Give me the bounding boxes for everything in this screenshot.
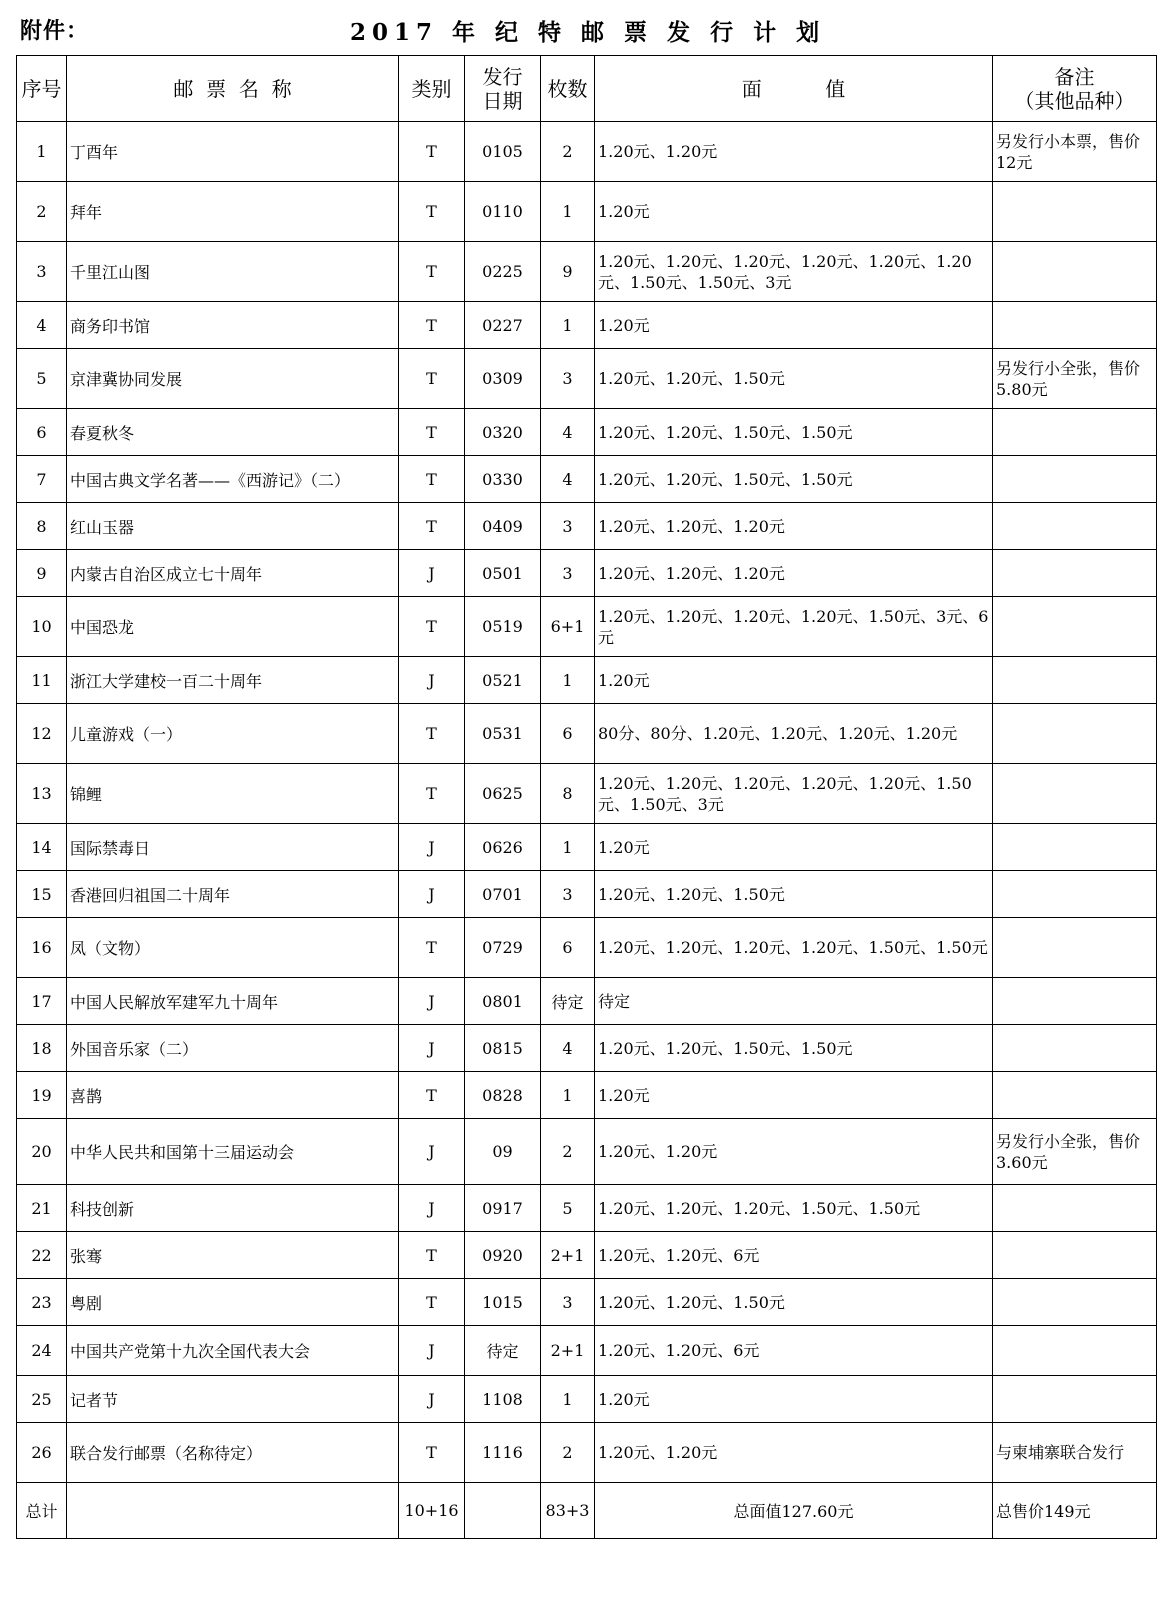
row-date: 0519	[465, 597, 541, 657]
row-date: 0225	[465, 242, 541, 302]
row-note	[993, 918, 1157, 978]
row-note	[993, 1279, 1157, 1326]
col-category-header: 类别	[399, 56, 465, 122]
total-note: 总售价149元	[993, 1483, 1157, 1539]
row-name: 红山玉器	[67, 503, 399, 550]
total-category: 10+16	[399, 1483, 465, 1539]
table-row	[17, 182, 1157, 242]
row-note	[993, 456, 1157, 503]
row-date: 1015	[465, 1279, 541, 1326]
row-name: 内蒙古自治区成立七十周年	[67, 550, 399, 597]
row-date: 0701	[465, 871, 541, 918]
row-note	[993, 824, 1157, 871]
row-seq: 17	[17, 978, 67, 1025]
row-face-value: 1.20元	[595, 824, 993, 871]
row-date: 0105	[465, 122, 541, 182]
row-date: 1116	[465, 1423, 541, 1483]
row-name: 外国音乐家（二）	[67, 1025, 399, 1072]
row-seq: 11	[17, 657, 67, 704]
row-category: J	[399, 1326, 465, 1376]
row-note	[993, 597, 1157, 657]
row-category: T	[399, 182, 465, 242]
row-name: 中国恐龙	[67, 597, 399, 657]
col-note-line1: 备注	[1054, 64, 1095, 89]
row-count: 9	[541, 242, 595, 302]
row-date: 0320	[465, 409, 541, 456]
row-name: 记者节	[67, 1376, 399, 1423]
table-row	[17, 918, 1157, 978]
row-category: T	[399, 1232, 465, 1279]
table-row	[17, 242, 1157, 302]
row-seq: 16	[17, 918, 67, 978]
col-count-header: 枚数	[541, 56, 595, 122]
row-category: T	[399, 764, 465, 824]
row-name: 中国古典文学名著——《西游记》（二）	[67, 456, 399, 503]
row-seq: 6	[17, 409, 67, 456]
row-count: 6	[541, 704, 595, 764]
row-face-value: 1.20元	[595, 182, 993, 242]
row-count: 1	[541, 1072, 595, 1119]
total-label: 总计	[17, 1483, 67, 1539]
row-count: 1	[541, 657, 595, 704]
table-row	[17, 824, 1157, 871]
row-face-value: 1.20元、1.20元、1.20元	[595, 550, 993, 597]
row-category: T	[399, 1279, 465, 1326]
row-category: T	[399, 242, 465, 302]
row-category: T	[399, 704, 465, 764]
table-row	[17, 1423, 1157, 1483]
row-category: T	[399, 597, 465, 657]
row-category: J	[399, 1185, 465, 1232]
row-seq: 14	[17, 824, 67, 871]
row-name: 粤剧	[67, 1279, 399, 1326]
row-category: J	[399, 1025, 465, 1072]
table-row	[17, 503, 1157, 550]
row-face-value: 80分、80分、1.20元、1.20元、1.20元、1.20元	[595, 704, 993, 764]
row-count: 2	[541, 1423, 595, 1483]
row-count: 3	[541, 503, 595, 550]
stamp-issue-table	[16, 55, 1157, 1539]
row-name: 中国人民解放军建军九十周年	[67, 978, 399, 1025]
row-date: 0227	[465, 302, 541, 349]
row-date: 0729	[465, 918, 541, 978]
row-note: 另发行小全张，售价3.60元	[993, 1119, 1157, 1185]
row-face-value: 1.20元、1.20元、1.20元、1.20元、1.20元、1.20元、1.50元、1.50元、3元	[595, 242, 993, 302]
total-date-empty	[465, 1483, 541, 1539]
row-seq: 7	[17, 456, 67, 503]
row-date: 0409	[465, 503, 541, 550]
row-note	[993, 1376, 1157, 1423]
row-category: T	[399, 456, 465, 503]
row-note	[993, 1185, 1157, 1232]
row-name: 喜鹊	[67, 1072, 399, 1119]
table-row	[17, 1376, 1157, 1423]
row-face-value: 1.20元、1.20元、1.50元	[595, 1279, 993, 1326]
row-seq: 1	[17, 122, 67, 182]
row-face-value: 1.20元、1.20元、1.20元	[595, 503, 993, 550]
table-row	[17, 1072, 1157, 1119]
row-date: 待定	[465, 1326, 541, 1376]
row-count: 2	[541, 1119, 595, 1185]
row-face-value: 1.20元、1.20元、1.50元、1.50元	[595, 456, 993, 503]
table-row	[17, 597, 1157, 657]
row-seq: 8	[17, 503, 67, 550]
row-count: 1	[541, 182, 595, 242]
table-row	[17, 1119, 1157, 1185]
row-note: 另发行小本票，售价12元	[993, 122, 1157, 182]
row-date: 0330	[465, 456, 541, 503]
row-note	[993, 1025, 1157, 1072]
row-name: 张骞	[67, 1232, 399, 1279]
row-note	[993, 657, 1157, 704]
row-seq: 15	[17, 871, 67, 918]
row-seq: 26	[17, 1423, 67, 1483]
table-row	[17, 550, 1157, 597]
row-note	[993, 1326, 1157, 1376]
row-note	[993, 1072, 1157, 1119]
row-seq: 5	[17, 349, 67, 409]
row-name: 商务印书馆	[67, 302, 399, 349]
row-seq: 9	[17, 550, 67, 597]
row-face-value: 1.20元、1.20元、1.20元、1.20元、1.20元、1.50元、1.50元、3元	[595, 764, 993, 824]
col-name-label: 邮 票 名 称	[173, 76, 292, 101]
row-count: 3	[541, 349, 595, 409]
table-row	[17, 1025, 1157, 1072]
page-title: 2017 年 纪 特 邮 票 发 行 计 划	[350, 19, 826, 46]
row-face-value: 1.20元、1.20元	[595, 122, 993, 182]
row-category: T	[399, 349, 465, 409]
table-row	[17, 1279, 1157, 1326]
row-date: 0625	[465, 764, 541, 824]
col-value-label: 面 值	[741, 76, 846, 101]
total-name-empty	[67, 1483, 399, 1539]
row-count: 4	[541, 456, 595, 503]
row-note	[993, 182, 1157, 242]
row-date: 09	[465, 1119, 541, 1185]
row-count: 6+1	[541, 597, 595, 657]
row-name: 丁酉年	[67, 122, 399, 182]
row-date: 0626	[465, 824, 541, 871]
table-header-row	[17, 56, 1157, 122]
row-count: 待定	[541, 978, 595, 1025]
col-date-line2: 日期	[482, 88, 523, 113]
row-count: 1	[541, 302, 595, 349]
row-face-value: 1.20元、1.20元、1.50元、1.50元	[595, 1025, 993, 1072]
row-seq: 19	[17, 1072, 67, 1119]
row-seq: 22	[17, 1232, 67, 1279]
row-date: 1108	[465, 1376, 541, 1423]
row-note	[993, 409, 1157, 456]
row-face-value: 1.20元、1.20元、6元	[595, 1232, 993, 1279]
row-date: 0521	[465, 657, 541, 704]
row-count: 2+1	[541, 1326, 595, 1376]
row-count: 4	[541, 409, 595, 456]
row-count: 2	[541, 122, 595, 182]
row-seq: 3	[17, 242, 67, 302]
row-face-value: 1.20元、1.20元、6元	[595, 1326, 993, 1376]
row-face-value: 1.20元、1.20元、1.20元、1.50元、1.50元	[595, 1185, 993, 1232]
col-value-header	[595, 56, 993, 122]
table-row	[17, 978, 1157, 1025]
table-row	[17, 302, 1157, 349]
row-count: 5	[541, 1185, 595, 1232]
row-date: 0815	[465, 1025, 541, 1072]
row-face-value: 1.20元、1.20元	[595, 1119, 993, 1185]
row-category: J	[399, 550, 465, 597]
table-row	[17, 704, 1157, 764]
row-category: J	[399, 824, 465, 871]
row-date: 0501	[465, 550, 541, 597]
row-face-value: 1.20元、1.20元、1.50元	[595, 871, 993, 918]
row-seq: 12	[17, 704, 67, 764]
row-count: 1	[541, 824, 595, 871]
row-note	[993, 242, 1157, 302]
row-category: T	[399, 1423, 465, 1483]
col-name-header	[67, 56, 399, 122]
row-note: 另发行小全张，售价5.80元	[993, 349, 1157, 409]
row-seq: 20	[17, 1119, 67, 1185]
row-count: 3	[541, 871, 595, 918]
row-note	[993, 503, 1157, 550]
row-category: T	[399, 302, 465, 349]
row-name: 凤（文物）	[67, 918, 399, 978]
row-seq: 21	[17, 1185, 67, 1232]
table-row	[17, 1326, 1157, 1376]
row-face-value: 1.20元	[595, 1376, 993, 1423]
row-count: 8	[541, 764, 595, 824]
row-name: 锦鲤	[67, 764, 399, 824]
row-note	[993, 550, 1157, 597]
table-row	[17, 122, 1157, 182]
row-name: 中华人民共和国第十三届运动会	[67, 1119, 399, 1185]
table-row	[17, 764, 1157, 824]
table-row	[17, 657, 1157, 704]
row-face-value: 1.20元	[595, 1072, 993, 1119]
row-date: 0920	[465, 1232, 541, 1279]
table-row	[17, 871, 1157, 918]
row-count: 3	[541, 550, 595, 597]
row-name: 浙江大学建校一百二十周年	[67, 657, 399, 704]
row-category: T	[399, 1072, 465, 1119]
row-seq: 13	[17, 764, 67, 824]
row-name: 香港回归祖国二十周年	[67, 871, 399, 918]
row-seq: 25	[17, 1376, 67, 1423]
row-face-value: 1.20元、1.20元	[595, 1423, 993, 1483]
row-face-value: 1.20元、1.20元、1.50元、1.50元	[595, 409, 993, 456]
row-seq: 23	[17, 1279, 67, 1326]
table-row	[17, 456, 1157, 503]
table-body	[17, 122, 1157, 1483]
row-count: 3	[541, 1279, 595, 1326]
row-count: 2+1	[541, 1232, 595, 1279]
row-seq: 10	[17, 597, 67, 657]
row-note: 与柬埔寨联合发行	[993, 1423, 1157, 1483]
row-name: 联合发行邮票（名称待定）	[67, 1423, 399, 1483]
total-count: 83+3	[541, 1483, 595, 1539]
row-category: T	[399, 409, 465, 456]
row-note	[993, 871, 1157, 918]
row-date: 0110	[465, 182, 541, 242]
row-name: 京津冀协同发展	[67, 349, 399, 409]
row-seq: 24	[17, 1326, 67, 1376]
total-value: 总面值127.60元	[595, 1483, 993, 1539]
page-header	[20, 14, 1150, 50]
row-date: 0828	[465, 1072, 541, 1119]
col-seq-header: 序号	[17, 56, 67, 122]
row-name: 儿童游戏（一）	[67, 704, 399, 764]
row-face-value: 1.20元、1.20元、1.20元、1.20元、1.50元、3元、6元	[595, 597, 993, 657]
row-face-value: 1.20元	[595, 657, 993, 704]
row-note	[993, 302, 1157, 349]
row-name: 千里江山图	[67, 242, 399, 302]
col-note-line2: （其他品种）	[1014, 88, 1135, 113]
row-seq: 4	[17, 302, 67, 349]
row-name: 春夏秋冬	[67, 409, 399, 456]
row-category: T	[399, 503, 465, 550]
attachment-label: 附件：	[20, 18, 90, 44]
row-seq: 2	[17, 182, 67, 242]
row-date: 0531	[465, 704, 541, 764]
col-note-header	[993, 56, 1157, 122]
row-face-value: 1.20元、1.20元、1.20元、1.20元、1.50元、1.50元	[595, 918, 993, 978]
row-name: 中国共产党第十九次全国代表大会	[67, 1326, 399, 1376]
row-category: T	[399, 918, 465, 978]
row-category: J	[399, 1376, 465, 1423]
row-name: 拜年	[67, 182, 399, 242]
row-face-value: 1.20元	[595, 302, 993, 349]
row-date: 0917	[465, 1185, 541, 1232]
row-name: 科技创新	[67, 1185, 399, 1232]
row-count: 6	[541, 918, 595, 978]
row-date: 0801	[465, 978, 541, 1025]
row-note	[993, 704, 1157, 764]
table-row	[17, 409, 1157, 456]
row-note	[993, 978, 1157, 1025]
col-date-line1: 发行	[482, 64, 523, 89]
row-note	[993, 1232, 1157, 1279]
row-category: J	[399, 1119, 465, 1185]
table-row	[17, 349, 1157, 409]
row-date: 0309	[465, 349, 541, 409]
total-row	[17, 1483, 1157, 1539]
row-count: 4	[541, 1025, 595, 1072]
row-name: 国际禁毒日	[67, 824, 399, 871]
row-category: J	[399, 978, 465, 1025]
row-category: J	[399, 657, 465, 704]
row-face-value: 1.20元、1.20元、1.50元	[595, 349, 993, 409]
col-date-header	[465, 56, 541, 122]
row-count: 1	[541, 1376, 595, 1423]
row-note	[993, 764, 1157, 824]
table-row	[17, 1185, 1157, 1232]
row-category: J	[399, 871, 465, 918]
row-seq: 18	[17, 1025, 67, 1072]
row-face-value: 待定	[595, 978, 993, 1025]
row-category: T	[399, 122, 465, 182]
table-row	[17, 1232, 1157, 1279]
